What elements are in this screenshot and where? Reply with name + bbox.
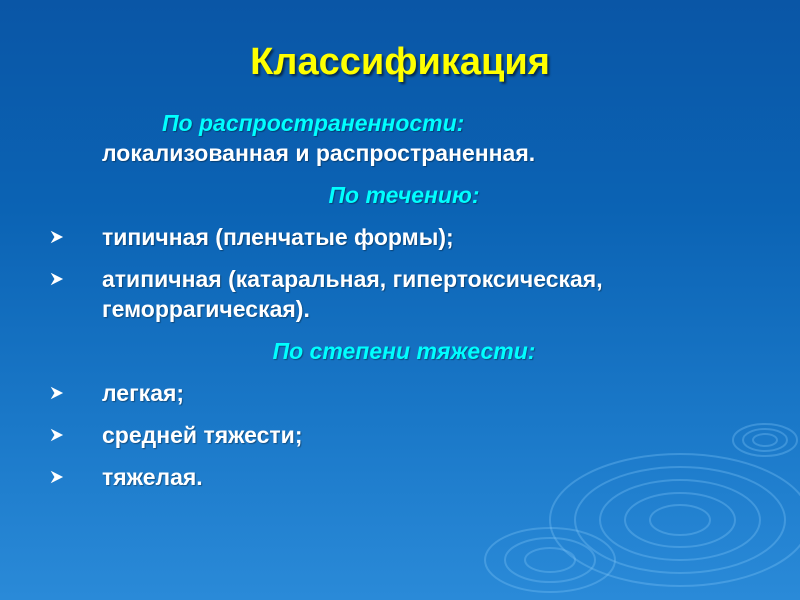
list-item-text: тяжелая. <box>102 464 203 490</box>
section-heading-course: По течению: <box>328 182 480 208</box>
list-item-text: атипичная (катаральная, гипертоксическая, геморрагическая). <box>102 266 603 322</box>
arrow-bullet-icon <box>50 272 64 286</box>
list-item-text: легкая; <box>102 380 185 406</box>
list-item <box>44 222 764 252</box>
section-text-prevalence: локализованная и распространенная. <box>102 140 536 166</box>
arrow-bullet-icon <box>50 428 64 442</box>
list-item <box>44 264 764 324</box>
list-item-text: средней тяжести; <box>102 422 303 448</box>
list-item <box>44 462 764 492</box>
list-item <box>44 378 764 408</box>
list-item-text: типичная (пленчатые формы); <box>102 224 454 250</box>
list-item <box>44 420 764 450</box>
section-prevalence <box>44 108 764 168</box>
slide-content <box>44 108 764 504</box>
slide-title: Классификация <box>250 41 550 83</box>
section-heading-prevalence: По распространенности: <box>162 110 465 136</box>
arrow-bullet-icon <box>50 470 64 484</box>
arrow-bullet-icon <box>50 230 64 244</box>
section-heading-severity: По степени тяжести: <box>272 338 536 364</box>
arrow-bullet-icon <box>50 386 64 400</box>
